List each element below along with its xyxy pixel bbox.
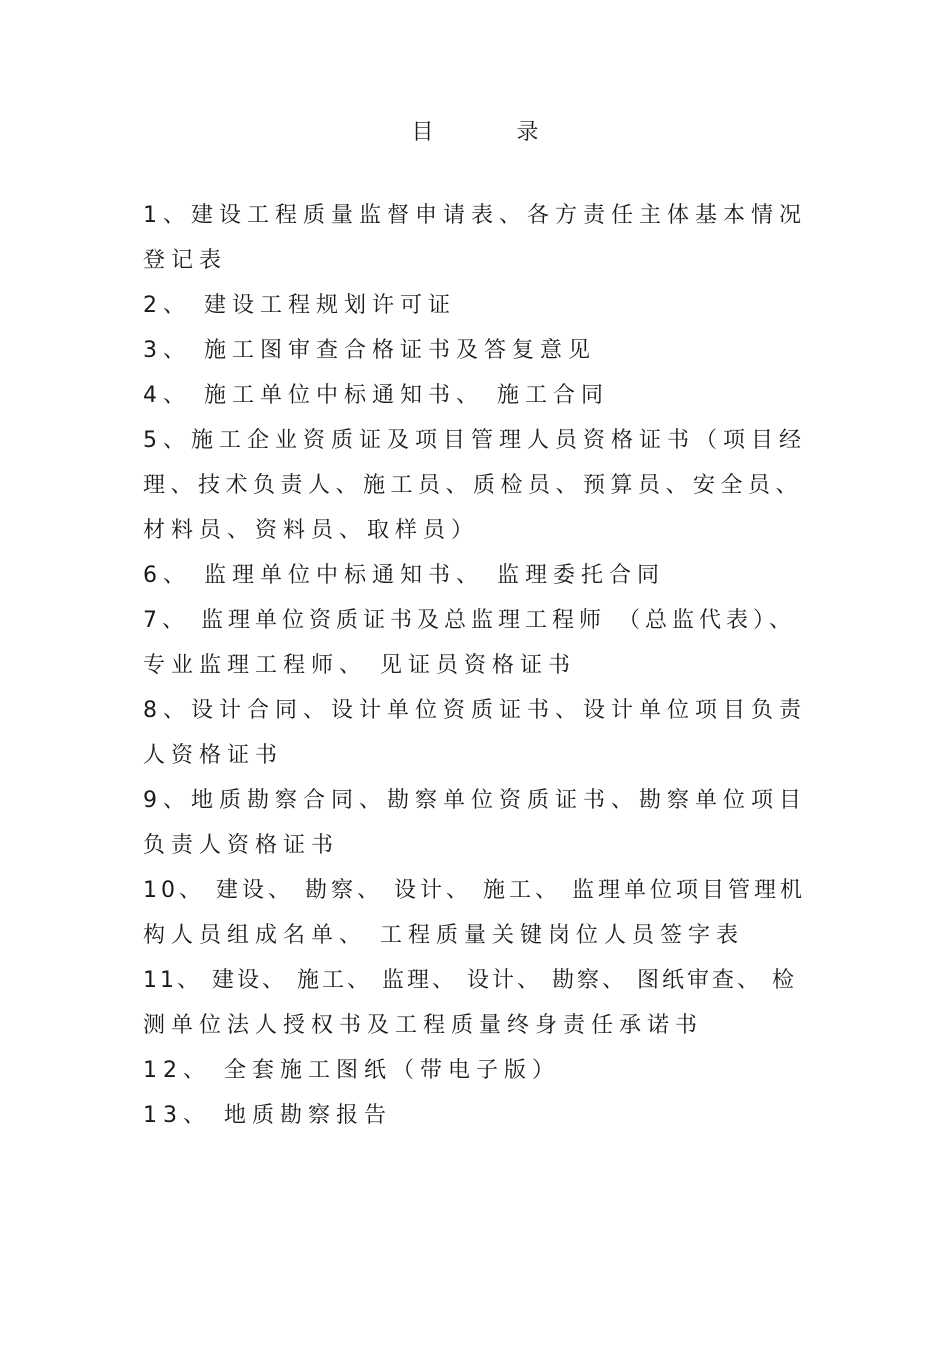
page-title: 目 录 bbox=[411, 120, 577, 145]
toc-line: 12、 全套施工图纸（带电子版） bbox=[143, 1058, 560, 1083]
toc-line: 6、 监理单位中标通知书、 监理委托合同 bbox=[143, 563, 665, 588]
toc-line: 10、 建设、 勘察、 设计、 施工、 监理单位项目管理机 bbox=[143, 878, 806, 903]
toc-line: 3、 施工图审查合格证书及答复意见 bbox=[143, 338, 596, 363]
toc-line: 7、 监理单位资质证书及总监理工程师 （总监代表）、 bbox=[143, 608, 796, 633]
toc-line: 登记表 bbox=[143, 248, 228, 273]
toc-line: 1、建设工程质量监督申请表、各方责任主体基本情况 bbox=[143, 203, 807, 228]
toc-line: 2、 建设工程规划许可证 bbox=[143, 293, 456, 318]
toc-line: 构人员组成名单、 工程质量关键岗位人员签字表 bbox=[143, 923, 744, 948]
toc-line: 5、施工企业资质证及项目管理人员资格证书（项目经 bbox=[143, 428, 807, 453]
toc-line: 负责人资格证书 bbox=[143, 833, 340, 858]
toc-line: 8、设计合同、设计单位资质证书、设计单位项目负责 bbox=[143, 698, 807, 723]
toc-line: 13、 地质勘察报告 bbox=[143, 1103, 392, 1128]
toc-line: 4、 施工单位中标通知书、 施工合同 bbox=[143, 383, 609, 408]
toc-line: 人资格证书 bbox=[143, 743, 284, 768]
toc-line: 专业监理工程师、 见证员资格证书 bbox=[143, 653, 576, 678]
table-of-contents bbox=[143, 193, 808, 1138]
toc-line: 9、地质勘察合同、勘察单位资质证书、勘察单位项目 bbox=[143, 788, 807, 813]
toc-line: 材料员、资料员、取样员） bbox=[143, 518, 480, 543]
toc-line: 理、技术负责人、施工员、质检员、预算员、安全员、 bbox=[143, 473, 804, 498]
toc-line: 11、 建设、 施工、 监理、 设计、 勘察、 图纸审查、 检 bbox=[143, 968, 797, 993]
toc-line: 测单位法人授权书及工程质量终身责任承诺书 bbox=[143, 1013, 704, 1038]
